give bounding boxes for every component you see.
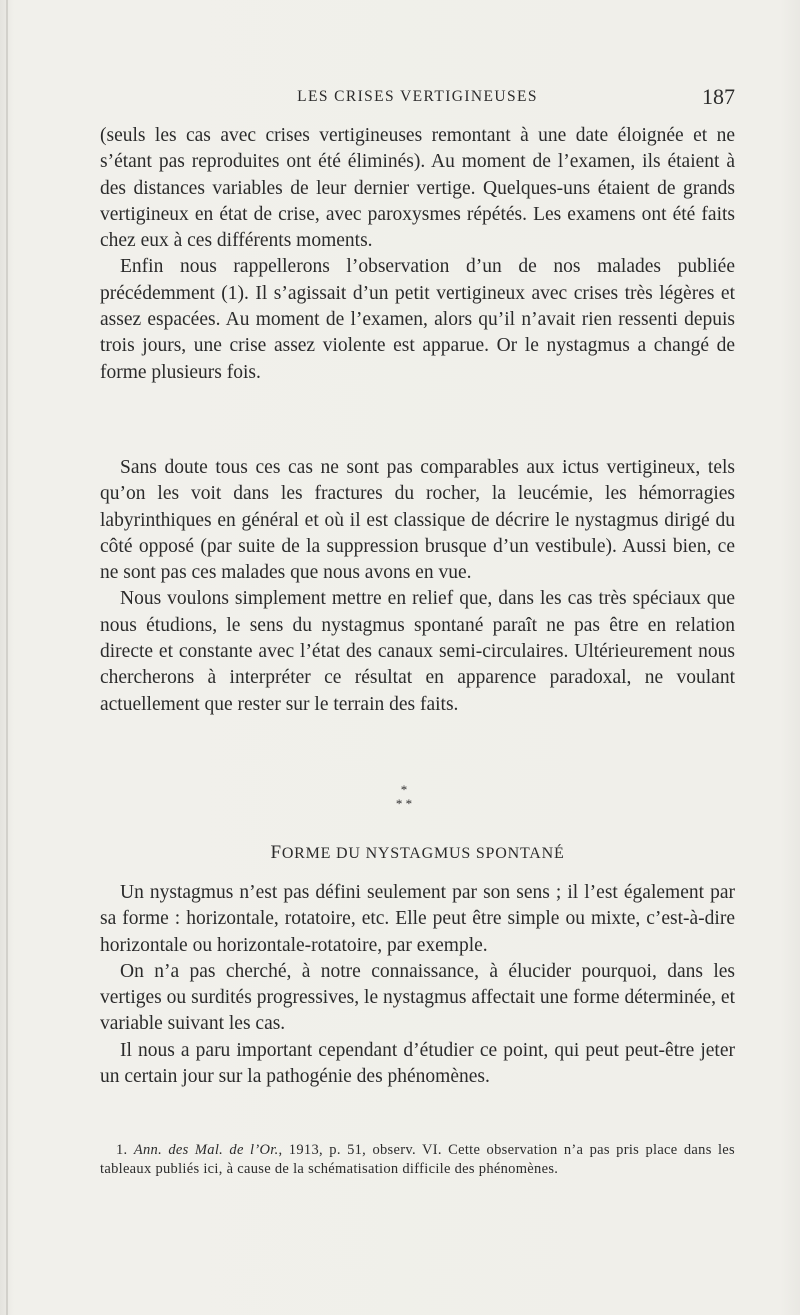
paragraph-2: Enfin nous rappellerons l’observation d’un de nos malades publiée précédemment (1). Il s’agissait d’un petit vertigineux avec crises très légères et assez espacées. Au moment de l’examen, alors qu’il n’avait rien ressenti depuis trois jours, une crise assez violente est apparue. Or le nystagmus a changé de forme plusieurs fois.: [100, 256, 735, 383]
page-edge: [6, 0, 8, 1315]
paragraph-4: Nous voulons simplement mettre en relief que, dans les cas très spéciaux que nous étudions, le sens du nystagmus spontané paraît ne pas être en relation directe et constante avec l’état des canaux semi-circulaires. Ultérieurement nous chercherons à interpréter ce résultat en apparence paradoxal, ne voulant actuellement que rester sur le terrain des faits.: [100, 588, 735, 715]
page-number: 187: [702, 84, 735, 109]
running-title: LES CRISES VERTIGINEUSES: [297, 88, 538, 105]
paragraph-1: (seuls les cas avec crises vertigineuses remontant à une date éloignée et ne s’étant pas reproduites ont été éliminés). Au moment de l’examen, ils étaient à des distances variables de leur dernier vertige. Quelques-uns étaient de grands vertigineux en état de crise, avec paroxysmes répétés. Les examens ont été faits chez eux à ces différents moments.: [100, 125, 735, 252]
paragraph-7: Il nous a paru important cependant d’étudier ce point, qui peut peut-être jeter un certain jour sur la pathogénie des phénomènes.: [100, 1039, 735, 1088]
section-title: [100, 842, 735, 864]
section-title-initial: F: [270, 842, 282, 863]
footnote: [100, 1141, 735, 1179]
footnote-source: Ann. des Mal. de l’Or.: [133, 1142, 279, 1158]
page-header: [100, 84, 735, 110]
asterism-top: *: [400, 782, 408, 797]
text-block-discussion: [100, 455, 735, 718]
asterism-bottom: * *: [395, 796, 413, 811]
footnote-text: , 1913, p. 51, observ. VI. Cette observation n’a pas pris place dans les tableaux publiés ici, à cause de la schématisation difficile des phénomènes.: [100, 1142, 735, 1177]
paragraph-3: Sans doute tous ces cas ne sont pas comparables aux ictus vertigineux, tels qu’on les voit dans les fractures du rocher, la leucémie, les hémorragies labyrinthiques en général et où il est classique de décrire le nystagmus dirigé du côté opposé (par suite de la suppression brusque d’un vestibule). Aussi bien, ce ne sont pas ces malades que nous avons en vue.: [100, 457, 735, 584]
asterism: [380, 783, 428, 811]
text-block-intro: [100, 123, 735, 386]
text-block-section: [100, 880, 735, 1090]
section-title-rest: ORME DU NYSTAGMUS SPONTANÉ: [281, 845, 565, 862]
footnote-number: 1.: [116, 1142, 128, 1158]
paragraph-6: On n’a pas cherché, à notre connaissance, à élucider pourquoi, dans les vertiges ou surdités progressives, le nystagmus affectait une forme déterminée, et variable suivant les cas.: [100, 960, 735, 1035]
paragraph-5: Un nystagmus n’est pas défini seulement par son sens ; il l’est également par sa forme : horizontale, rotatoire, etc. Elle peut être simple ou mixte, c’est-à-dire horizontale ou horizontale-rotatoire, par exemple.: [100, 882, 735, 956]
